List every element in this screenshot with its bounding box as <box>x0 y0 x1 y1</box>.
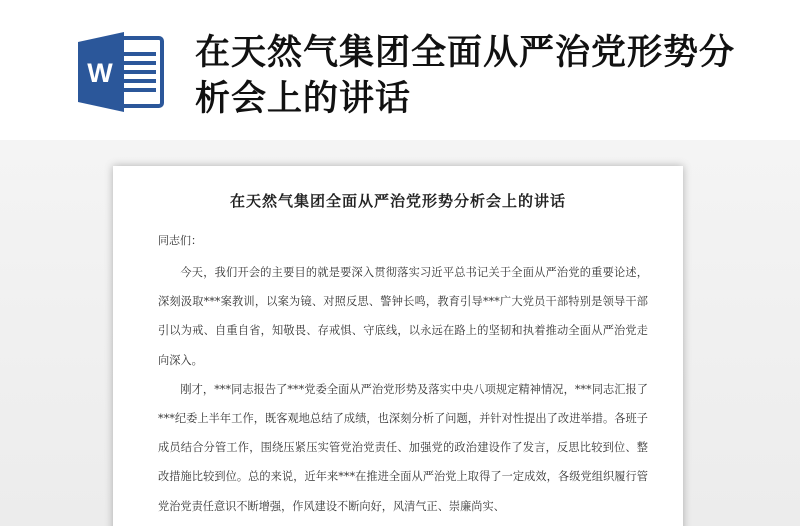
document-body <box>158 258 648 521</box>
paragraph: 刚才，***同志报告了***党委全面从严治党形势及落实中央八项规定精神情况，***同志汇报了***纪委上半年工作，既客观地总结了成绩，也深刻分析了问题，并针对性提出了改进举措。各班子成员结合分管工作，围绕压紧压实管党治党责任、加强党的政治建设作了发言，反思比较到位、整改措施比较到位。总的来说，近年来***在推进全面从严治党上取得了一定成效，各级党组织履行管党治党责任意识不断增强，作风建设不断向好，风清气正、崇廉尚实、 <box>158 382 648 513</box>
paragraph: 今天，我们开会的主要目的就是要深入贯彻落实习近平总书记关于全面从严治党的重要论述，深刻汲取***案教训，以案为镜、对照反思、警钟长鸣，教育引导***广大党员干部特别是领导干部引以为戒、自重自省，知敬畏、存戒惧、守底线，以永远在路上的坚韧和执着推动全面从严治党走向深入。 <box>158 266 648 367</box>
svg-text:W: W <box>87 58 113 88</box>
header-banner <box>0 0 800 150</box>
word-document-icon <box>78 32 164 112</box>
page-title: 在天然气集团全面从严治党形势分析会上的讲话 <box>195 33 736 119</box>
document-page <box>113 166 683 526</box>
document-title: 在天然气集团全面从严治党形势分析会上的讲话 <box>229 192 566 210</box>
salutation: 同志们： <box>158 234 202 247</box>
